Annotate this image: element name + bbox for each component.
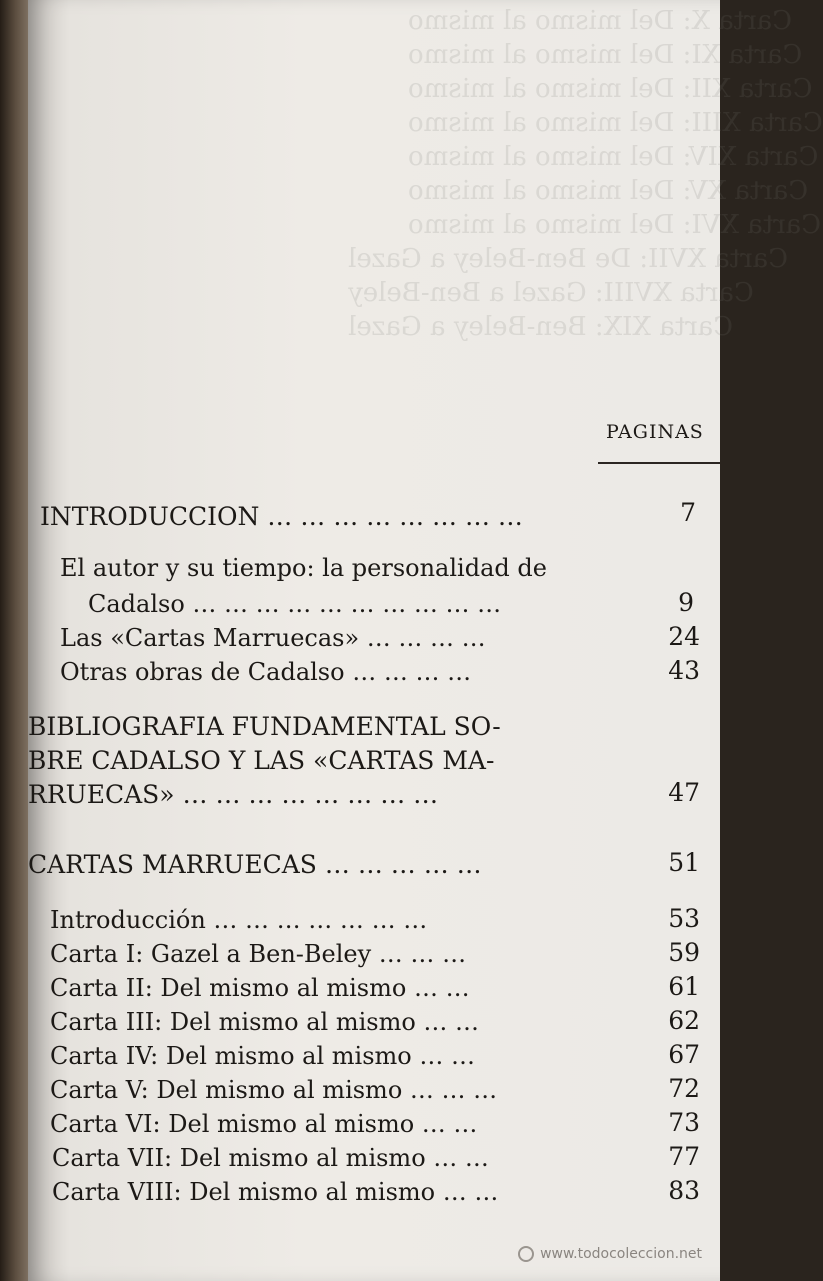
header-rule (598, 462, 720, 464)
paginas-header: PAGINAS (606, 421, 704, 443)
ghost-line: Carta XII: Del mismo al mismo (408, 74, 813, 104)
toc-entry: Introducción … … … … … … … (50, 906, 428, 934)
toc-page: 73 (668, 1108, 700, 1137)
toc-page: 83 (668, 1176, 700, 1205)
toc-entry: Carta I: Gazel a Ben-Beley … … … (50, 940, 467, 968)
toc-entry: Carta VIII: Del mismo al mismo … … (52, 1178, 499, 1206)
toc-entry: Carta II: Del mismo al mismo … … (50, 974, 470, 1002)
ghost-line: Carta XVIII: Gazel a Ben-Beley (348, 278, 754, 308)
toc-page: 9 (678, 588, 694, 617)
toc-entry: Carta V: Del mismo al mismo … … … (50, 1076, 498, 1104)
toc-entry: Carta III: Del mismo al mismo … … (50, 1008, 480, 1036)
toc-page: 77 (668, 1142, 700, 1171)
toc-page: 43 (668, 656, 700, 685)
ghost-line: Carta XVII: De Ben-Beley a Gazel (348, 244, 788, 274)
toc-entry: Carta VII: Del mismo al mismo … … (52, 1144, 489, 1172)
ghost-line: Carta XIX: Ben-Beley a Gazel (348, 312, 733, 342)
toc-page: 7 (680, 498, 696, 527)
toc-entry: Carta IV: Del mismo al mismo … … (50, 1042, 476, 1070)
ghost-line: Carta X: Del mismo al mismo (408, 6, 792, 36)
toc-entry: Carta VI: Del mismo al mismo … … (50, 1110, 478, 1138)
toc-entry-bibliografia: BRE CADALSO Y LAS «CARTAS MA- (28, 746, 495, 775)
toc-page: 61 (668, 972, 700, 1001)
toc-entry-cartas-marruecas: CARTAS MARRUECAS … … … … … (28, 850, 482, 879)
toc-entry: Otras obras de Cadalso … … … … (60, 658, 472, 686)
ghost-line: Carta XV: Del mismo al mismo (408, 176, 809, 206)
toc-page: 53 (668, 904, 700, 933)
toc-page: 47 (668, 778, 700, 807)
ghost-line: Carta XVI: Del mismo al mismo (408, 210, 822, 240)
toc-entry-introduccion: INTRODUCCION … … … … … … … … (40, 502, 523, 531)
toc-entry: El autor y su tiempo: la personalidad de (60, 554, 547, 582)
ghost-line: Carta XIII: Del mismo al mismo (408, 108, 823, 138)
toc-entry-bibliografia: BIBLIOGRAFIA FUNDAMENTAL SO- (28, 712, 501, 741)
watermark-logo-icon (518, 1246, 534, 1262)
toc-page: 72 (668, 1074, 700, 1103)
ghost-line: Carta XIV: Del mismo al mismo (408, 142, 819, 172)
toc-page: 62 (668, 1006, 700, 1035)
watermark-text: www.todocoleccion.net (540, 1246, 702, 1262)
toc-page: 51 (668, 848, 700, 877)
toc-entry: Las «Cartas Marruecas» … … … … (60, 624, 486, 652)
toc-entry: Cadalso … … … … … … … … … … (88, 590, 502, 618)
toc-page: 67 (668, 1040, 700, 1069)
toc-page: 24 (668, 622, 700, 651)
toc-entry-bibliografia: RRUECAS» … … … … … … … … (28, 780, 439, 809)
watermark (518, 1246, 702, 1262)
toc-page: 59 (668, 938, 700, 967)
book-page (28, 0, 823, 1281)
ghost-line: Carta XI: Del mismo al mismo (408, 40, 803, 70)
